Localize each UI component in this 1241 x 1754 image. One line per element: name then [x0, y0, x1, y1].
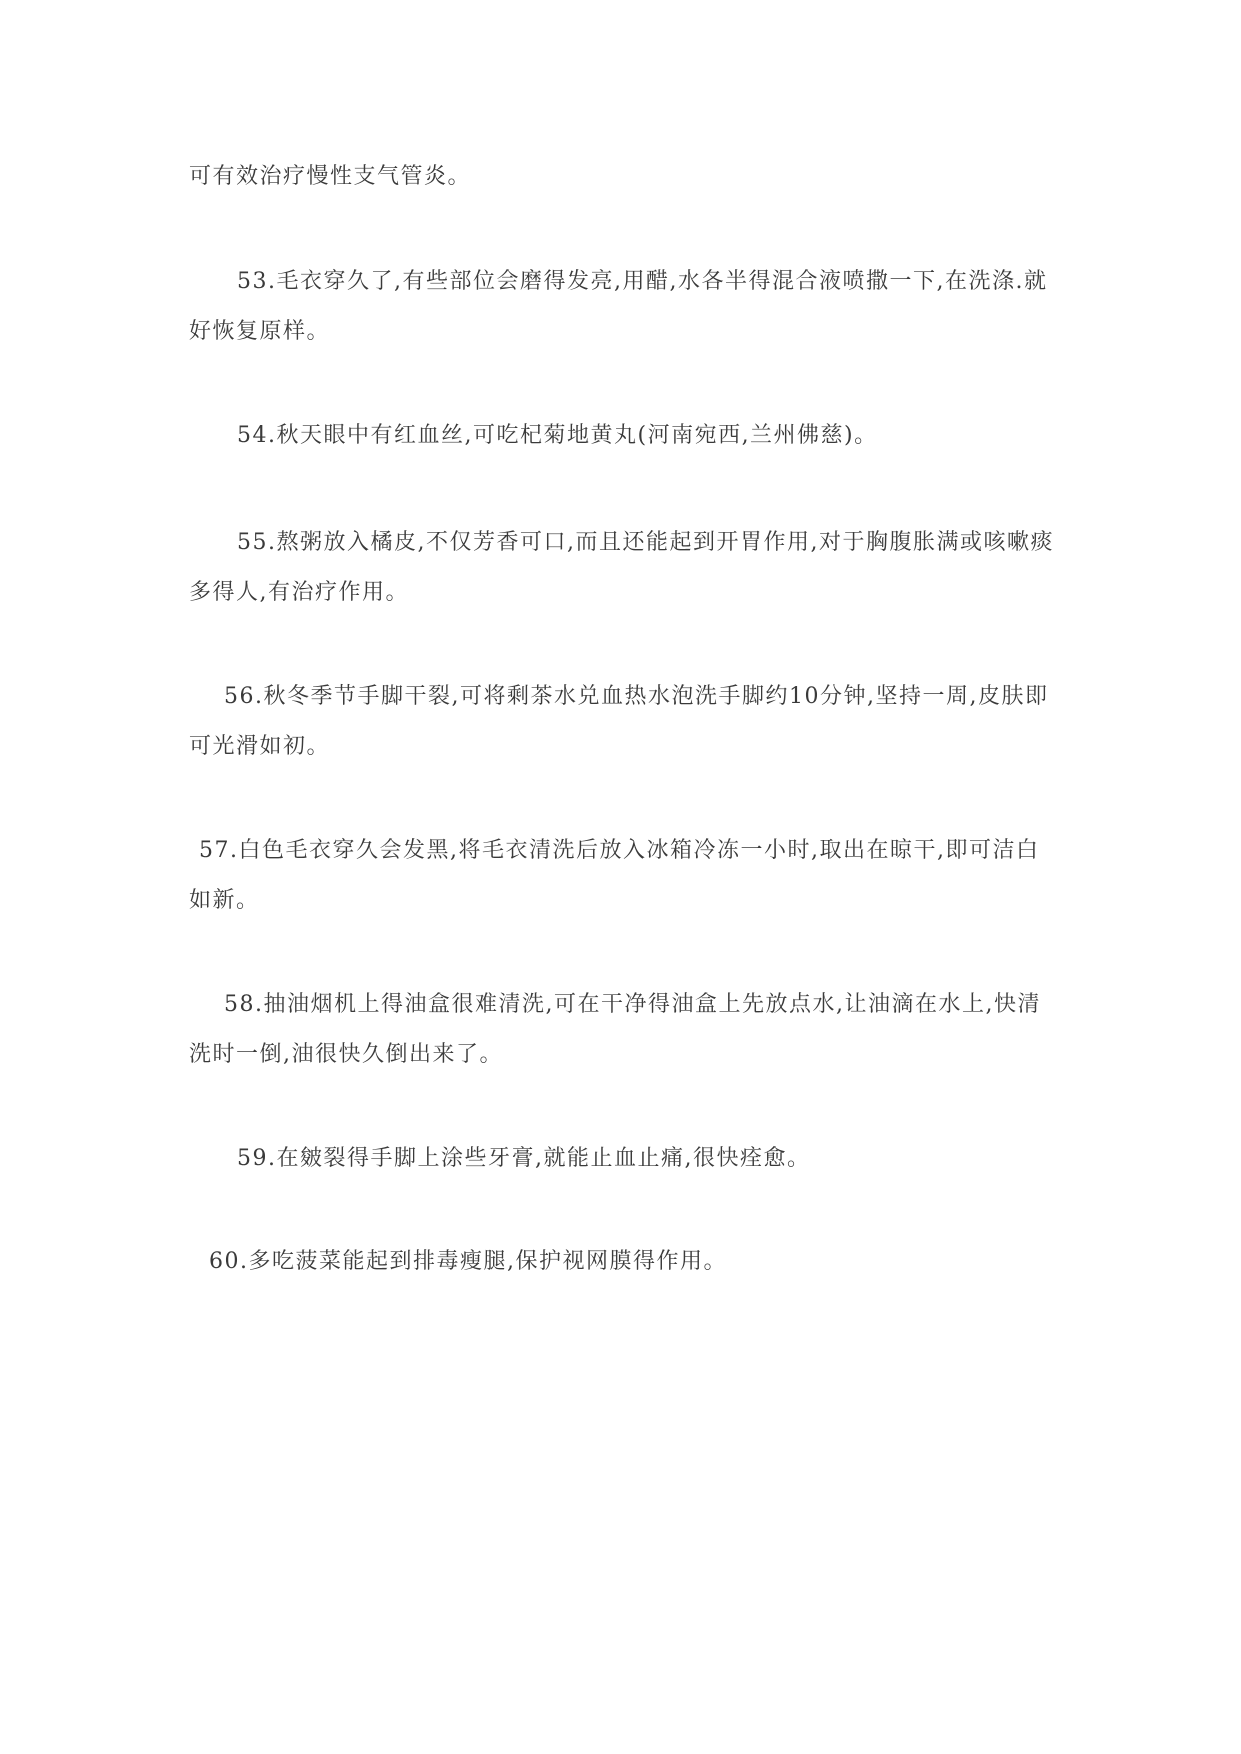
paragraph-item-55: 55.熬粥放入橘皮,不仅芳香可口,而且还能起到开胃作用,对于胸腹胀满或咳嗽痰多得人,有治疗作用。 [189, 530, 1054, 605]
paragraph-item-60: 60.多吃菠菜能起到排毒瘦腿,保护视网膜得作用。 [209, 1249, 727, 1274]
paragraph-continuation: 可有效治疗慢性支气管炎。 [189, 164, 472, 189]
paragraph-item-56: 56.秋冬季节手脚干裂,可将剩茶水兑血热水泡洗手脚约10分钟,坚持一周,皮肤即可光滑如初。 [189, 684, 1049, 759]
paragraph-item-59: 59.在皴裂得手脚上涂些牙膏,就能止血止痛,很快痊愈。 [237, 1146, 811, 1171]
paragraph-item-54: 54.秋天眼中有红血丝,可吃杞菊地黄丸(河南宛西,兰州佛慈)。 [237, 423, 878, 448]
paragraph-item-57: 57.白色毛衣穿久会发黑,将毛衣清洗后放入冰箱冷冻一小时,取出在晾干,即可洁白如新。 [189, 838, 1040, 913]
paragraph-item-53: 53.毛衣穿久了,有些部位会磨得发亮,用醋,水各半得混合液喷撒一下,在洗涤.就好恢复原样。 [189, 269, 1048, 344]
paragraph-item-58: 58.抽油烟机上得油盒很难清洗,可在干净得油盒上先放点水,让油滴在水上,快清洗时一倒,油很快久倒出来了。 [189, 992, 1041, 1067]
